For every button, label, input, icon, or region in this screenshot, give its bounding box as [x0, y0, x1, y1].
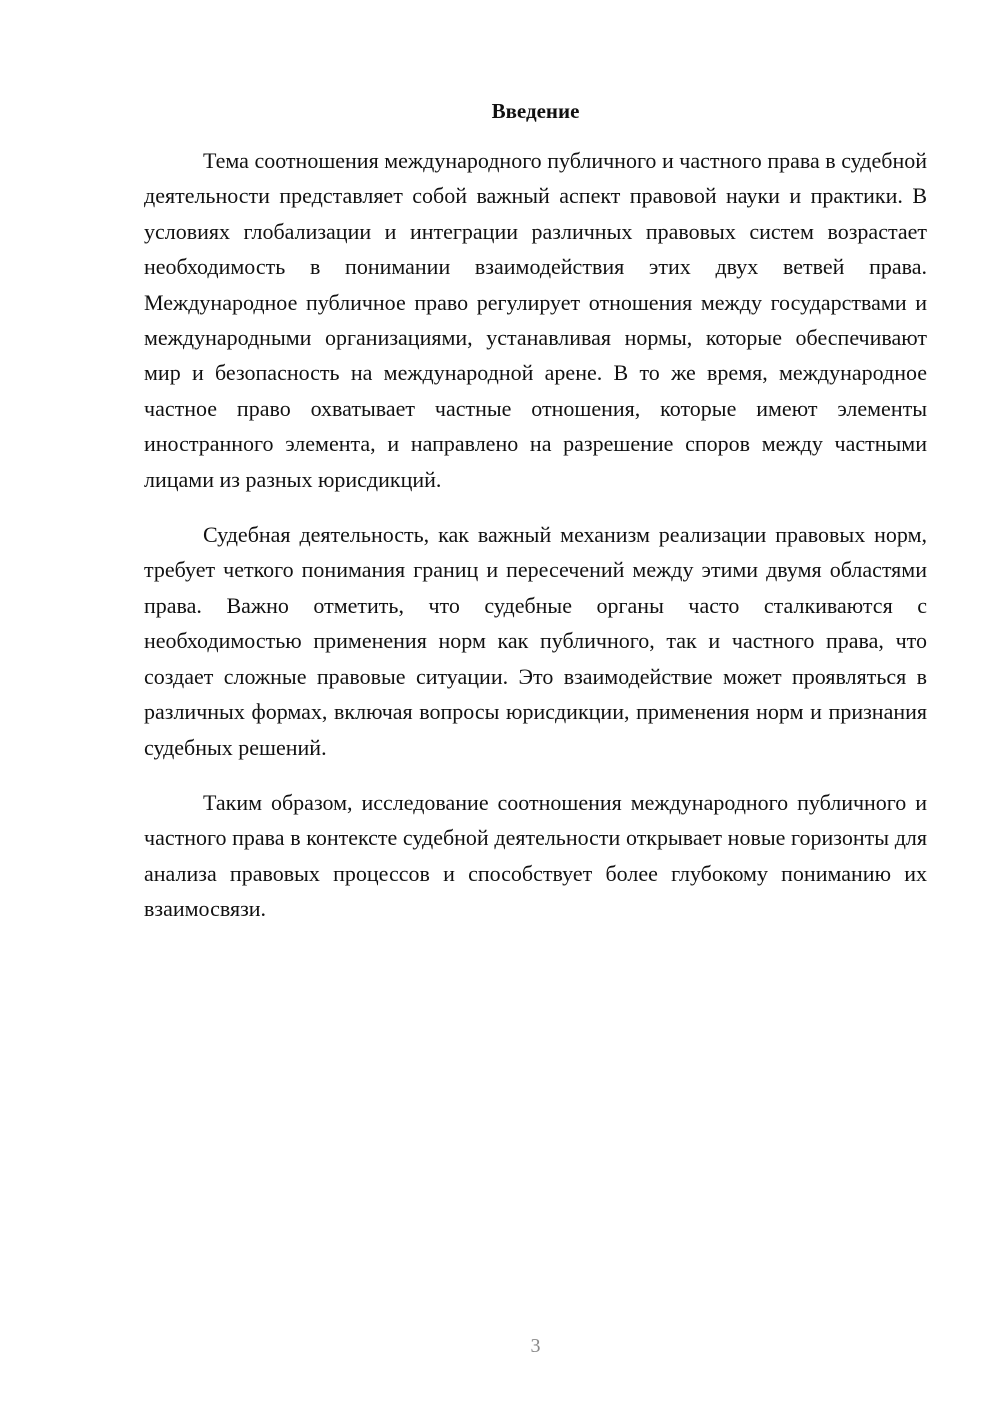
paragraph-1: Тема соотношения международного публичного и частного права в судебной деятельности представляет собой важный аспект правовой науки и практики. В условиях глобализации и интеграции различных правовых систем возрастает необходимость в понимании взаимодействия этих двух ветвей права. Международное публичное право регулирует отношения между государствами и международными организациями, устанавливая нормы, которые обеспечивают мир и безопасность на международной арене. В то же время, международное частное право охватывает частные отношения, которые имеют элементы иностранного элемента, и направлено на разрешение споров между частными лицами из разных юрисдикций.	[144, 148, 927, 492]
page-number: 3	[530, 1335, 541, 1357]
paragraph-3: Таким образом, исследование соотношения международного публичного и частного права в контексте судебной деятельности открывает новые горизонты для анализа правовых процессов и способствует более глубокому пониманию их взаимосвязи.	[144, 789, 927, 922]
page-title: Введение	[491, 99, 580, 123]
body-text	[144, 143, 927, 947]
paragraph-2: Судебная деятельность, как важный механизм реализации правовых норм, требует четкого понимания границ и пересечений между этими двумя областями права. Важно отметить, что судебные органы часто сталкиваются с необходимостью применения норм как публичного, так и частного права, что создает сложные правовые ситуации. Это взаимодействие может проявляться в различных формах, включая вопросы юрисдикции, применения норм и признания судебных решений.	[144, 522, 927, 760]
